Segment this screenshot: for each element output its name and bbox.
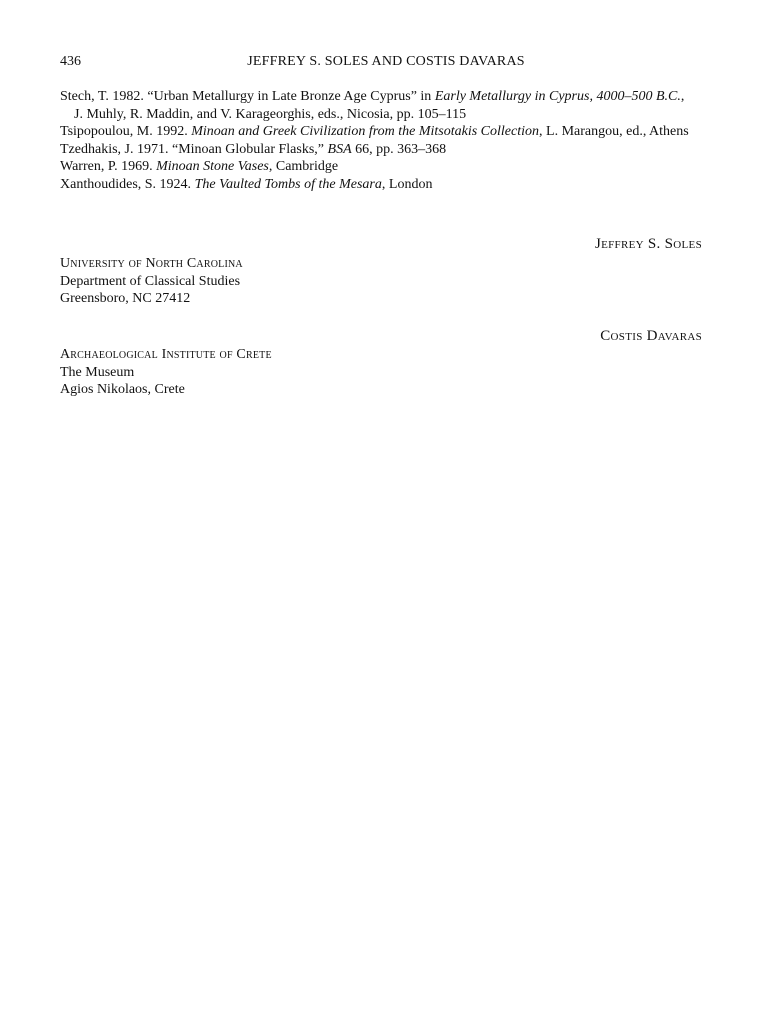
reference-item: [60, 176, 720, 194]
author-institution: Archaeological Institute of Crete: [60, 347, 272, 362]
reference-item: [60, 123, 720, 141]
reference-text: ,: [680, 89, 685, 104]
reference-title: The Vaulted Tombs of the Mesara: [194, 176, 382, 192]
page: [60, 0, 702, 1024]
reference-title: Early Metallurgy in Cyprus, 4000–500 B.C.: [434, 89, 681, 104]
running-head: [60, 52, 702, 72]
address-line: The Museum: [60, 364, 135, 380]
author-name: Costis Davaras: [600, 328, 702, 344]
reference-text: Warren, P. 1969.: [60, 159, 157, 175]
reference-text: Xanthoudides, S. 1924.: [60, 176, 195, 192]
reference-text: Stech, T. 1982. “Urban Metallurgy in Late Bronze Age Cyprus” in: [60, 89, 435, 104]
reference-text: 66, pp. 363–368: [351, 141, 447, 157]
author-address: [60, 255, 243, 308]
author-institution: University of North Carolina: [60, 256, 243, 271]
reference-item: [60, 88, 720, 123]
reference-text: , London: [381, 176, 433, 192]
author-name: Jeffrey S. Soles: [594, 236, 702, 252]
address-line: Greensboro, NC 27412: [60, 291, 191, 307]
reference-title: Minoan and Greek Civilization from the Mitsotakis Collection: [191, 124, 540, 140]
reference-title: BSA: [327, 141, 352, 157]
reference-text: Tsipopoulou, M. 1992.: [60, 124, 192, 140]
reference-text: , Cambridge: [268, 159, 339, 175]
reference-text: , L. Marangou, ed., Athens: [539, 124, 689, 140]
reference-continuation: J. Muhly, R. Maddin, and V. Karageorghis, eds., Nicosia, pp. 105–115: [74, 106, 467, 122]
reference-text: Tzedhakis, J. 1971. “Minoan Globular Flasks,”: [60, 141, 328, 157]
reference-item: [60, 158, 720, 176]
reference-item: [60, 141, 720, 159]
address-line: Department of Classical Studies: [60, 273, 241, 289]
reference-title: Minoan Stone Vases: [156, 159, 269, 175]
author-address: [60, 346, 272, 399]
page-number: 436: [60, 54, 81, 69]
address-line: Agios Nikolaos, Crete: [60, 382, 185, 398]
running-title: JEFFREY S. SOLES AND COSTIS DAVARAS: [247, 54, 525, 69]
reference-list: [60, 88, 720, 194]
